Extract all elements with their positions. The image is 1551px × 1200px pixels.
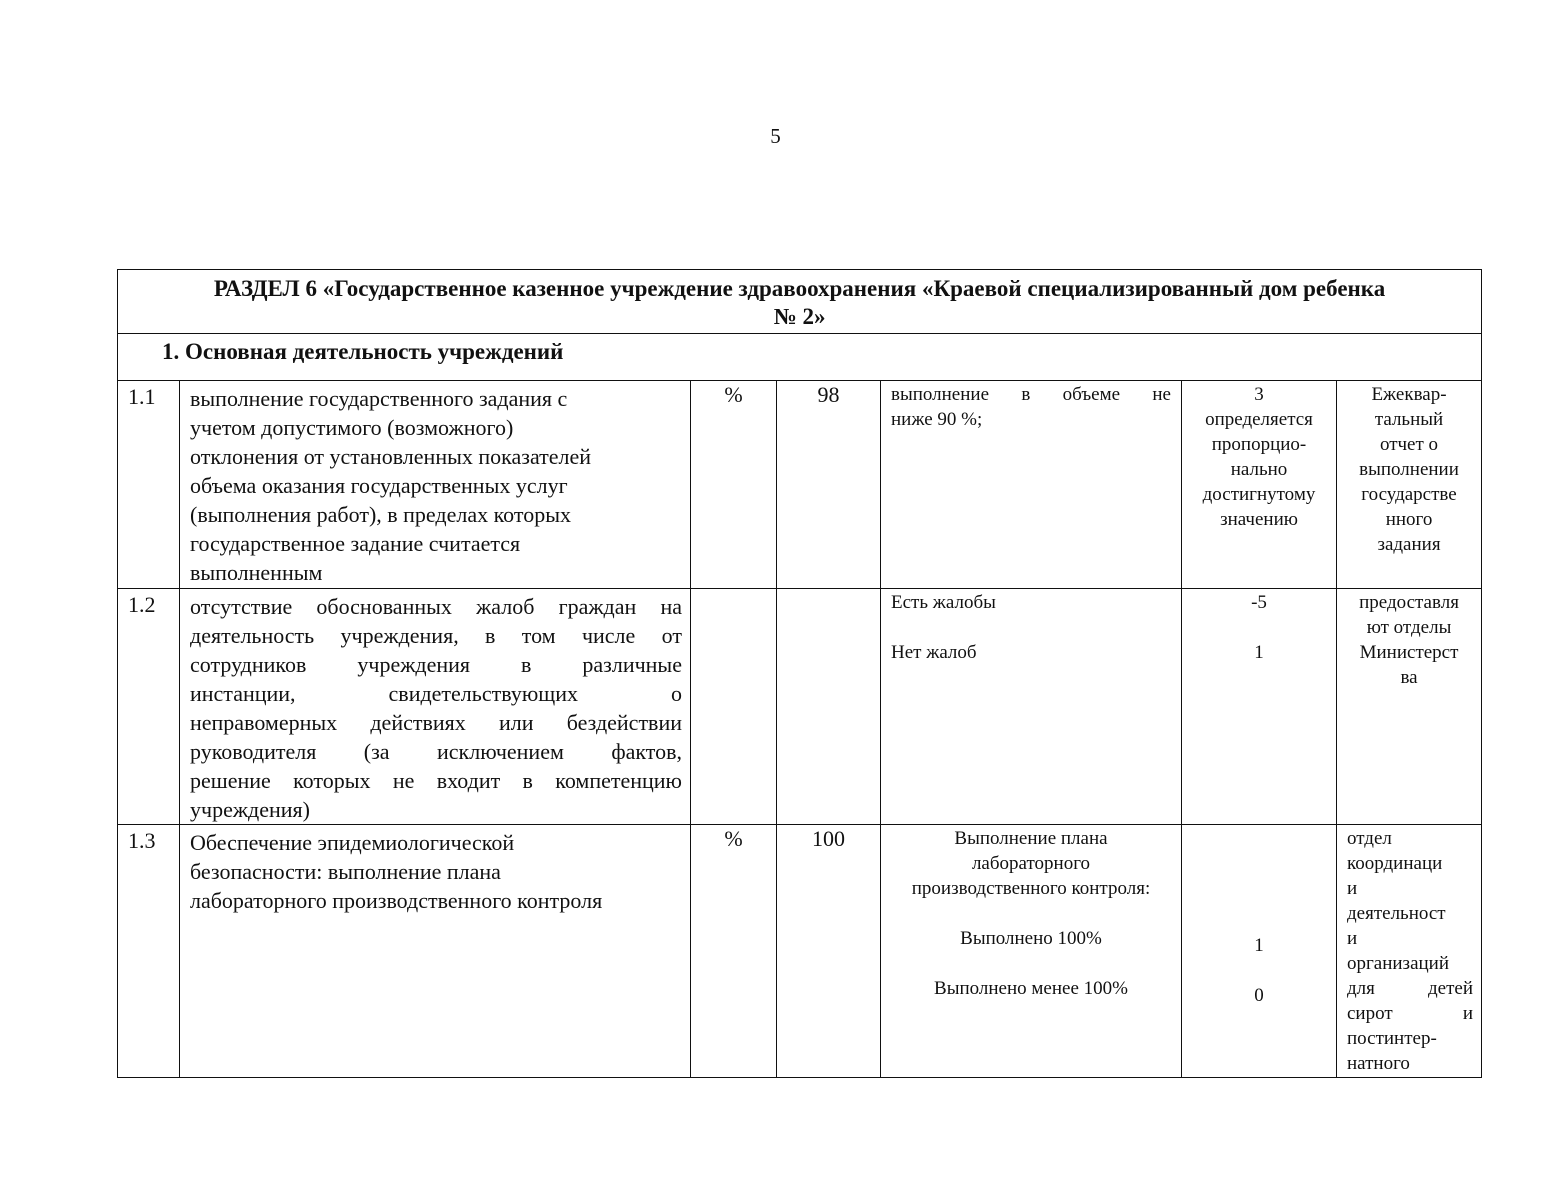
word: от	[661, 623, 682, 648]
criteria-line: Выполнение плана	[954, 828, 1108, 849]
score-line: достигнутому	[1202, 484, 1316, 505]
word: не	[392, 768, 415, 793]
source-line	[1347, 1001, 1473, 1026]
word: которых	[293, 768, 371, 793]
word: (за	[363, 739, 390, 764]
indicator-name-line	[190, 708, 682, 737]
table-row	[118, 381, 1482, 589]
score-line: нально	[1230, 459, 1288, 480]
word: или	[498, 710, 534, 735]
indicator-name-line: выполнение государственного задания с	[190, 386, 568, 411]
source-line: задания	[1377, 534, 1441, 555]
source-line: ва	[1400, 667, 1418, 688]
source-line: и	[1347, 928, 1358, 949]
source-line: деятельност	[1347, 903, 1446, 924]
source-line: отчет о	[1379, 434, 1439, 455]
source-cell	[1337, 825, 1482, 1078]
criteria-cell	[881, 589, 1182, 825]
word: решение	[190, 768, 271, 793]
section-header-row	[118, 270, 1482, 334]
source-line: ют отделы	[1366, 617, 1452, 638]
word: различные	[582, 652, 682, 677]
source-line: предоставля	[1359, 592, 1459, 613]
score-line: 3	[1254, 384, 1264, 405]
criteria-line: производственного контроля:	[911, 878, 1151, 899]
source-line: государстве	[1361, 484, 1457, 505]
source-line: нного	[1385, 509, 1433, 530]
word: в	[522, 768, 533, 793]
source-cell	[1337, 589, 1482, 825]
section-title	[118, 270, 1482, 334]
subsection-header-row	[118, 334, 1482, 381]
word: учреждения	[357, 652, 471, 677]
criteria-word: выполнение	[891, 384, 990, 405]
indicator-name-line: Обеспечение эпидемиологической	[190, 830, 515, 855]
criteria-word: объеме	[1062, 384, 1121, 405]
value-cell	[777, 589, 881, 825]
indicator-name-line	[190, 766, 682, 795]
word: сотрудников	[190, 652, 307, 677]
spacer	[891, 901, 1171, 926]
indicator-name-line: выполненным	[190, 560, 323, 585]
table-row	[118, 589, 1482, 825]
row-number: 1.1	[118, 381, 180, 589]
source-line: координаци	[1347, 853, 1443, 874]
indicator-name-line: безопасности: выполнение плана	[190, 859, 501, 884]
word: фактов,	[611, 739, 682, 764]
score-cell	[1182, 825, 1337, 1078]
indicator-name-line: отклонения от установленных показателей	[190, 444, 592, 469]
spacer	[891, 951, 1171, 976]
word: входит	[436, 768, 501, 793]
row-number: 1.2	[118, 589, 180, 825]
source-line: отдел	[1347, 828, 1392, 849]
criteria-option: Выполнено 100%	[960, 928, 1102, 949]
unit-cell	[691, 589, 777, 825]
indicator-name-line	[190, 650, 682, 679]
word: свидетельствующих	[388, 681, 578, 706]
spacer	[1186, 615, 1332, 640]
indicator-name	[180, 381, 691, 589]
indicator-name-line: лабораторного производственного контроля	[190, 888, 603, 913]
score-line: значению	[1220, 509, 1298, 530]
score-value: 0	[1254, 985, 1264, 1006]
word: жалоб	[476, 594, 535, 619]
word: о	[670, 681, 682, 706]
source-line: тальный	[1374, 409, 1444, 430]
indicator-name-line	[190, 737, 682, 766]
criteria-option: Выполнено менее 100%	[934, 978, 1128, 999]
source-line: и	[1347, 878, 1358, 899]
word: компетенцию	[555, 768, 682, 793]
word: том	[521, 623, 556, 648]
row-number: 1.3	[118, 825, 180, 1078]
source-line: Министерст	[1359, 642, 1459, 663]
word: деятельность	[190, 623, 315, 648]
criteria-word: не	[1152, 384, 1171, 405]
score-line: определяется	[1205, 409, 1313, 430]
indicator-name-line	[190, 621, 682, 650]
criteria-option: Есть жалобы	[891, 592, 996, 613]
word: в	[521, 652, 532, 677]
indicator-name	[180, 825, 691, 1078]
criteria-line: лабораторного	[971, 853, 1091, 874]
indicator-name	[180, 589, 691, 825]
criteria-cell	[881, 381, 1182, 589]
spacer	[891, 615, 1171, 640]
indicator-name-line: государственное задание считается	[190, 531, 521, 556]
value-cell: 98	[777, 381, 881, 589]
indicator-name-line: объема оказания государственных услуг	[190, 473, 568, 498]
source-line: организаций	[1347, 953, 1450, 974]
word: отсутствие	[190, 594, 293, 619]
criteria-cell	[881, 825, 1182, 1078]
word: и	[1462, 1003, 1474, 1024]
word: исключением	[437, 739, 564, 764]
score-cell	[1182, 589, 1337, 825]
criteria-table	[117, 269, 1482, 1078]
source-line: Ежеквар-	[1371, 384, 1447, 405]
section-title-line-1: РАЗДЕЛ 6 «Государственное казенное учреждение здравоохранения «Краевой специализированный дом ребенка	[213, 276, 1386, 301]
source-line	[1347, 976, 1473, 1001]
source-cell	[1337, 381, 1482, 589]
criteria-line: ниже 90 %;	[891, 409, 983, 430]
score-line: пропорцио-	[1211, 434, 1307, 455]
word: неправомерных	[190, 710, 338, 735]
word: граждан	[558, 594, 637, 619]
source-line: выполнении	[1359, 459, 1459, 480]
value-cell: 100	[777, 825, 881, 1078]
word: обоснованных	[316, 594, 452, 619]
spacer	[1186, 958, 1332, 983]
word: в	[485, 623, 496, 648]
criteria-word: в	[1021, 384, 1031, 405]
criteria-option: Нет жалоб	[891, 642, 977, 663]
word: числе	[581, 623, 636, 648]
source-line: натного	[1347, 1053, 1410, 1074]
word: руководителя	[190, 739, 317, 764]
word: сирот	[1347, 1003, 1393, 1024]
subsection-title: 1. Основная деятельность учреждений	[118, 334, 1482, 381]
criteria-line	[891, 382, 1171, 407]
indicator-name-line	[190, 592, 682, 621]
word: действиях	[370, 710, 466, 735]
score-value: 1	[1254, 642, 1264, 663]
word: для	[1347, 978, 1375, 999]
section-title-line-2: № 2»	[773, 304, 826, 329]
indicator-name-line: учреждения)	[190, 797, 310, 822]
source-line: постинтер-	[1347, 1028, 1437, 1049]
indicator-name-line: (выполнения работ), в пределах которых	[190, 502, 571, 527]
unit-cell: %	[691, 825, 777, 1078]
word: на	[660, 594, 682, 619]
table-row	[118, 825, 1482, 1078]
word: учреждения,	[340, 623, 459, 648]
indicator-name-line	[190, 679, 682, 708]
score-value: -5	[1251, 592, 1267, 613]
word: детей	[1428, 978, 1474, 999]
page-number: 5	[770, 124, 781, 148]
indicator-name-line: учетом допустимого (возможного)	[190, 415, 514, 440]
word: инстанции,	[190, 681, 296, 706]
unit-cell: %	[691, 381, 777, 589]
word: бездействии	[566, 710, 682, 735]
score-cell	[1182, 381, 1337, 589]
score-value: 1	[1254, 935, 1264, 956]
